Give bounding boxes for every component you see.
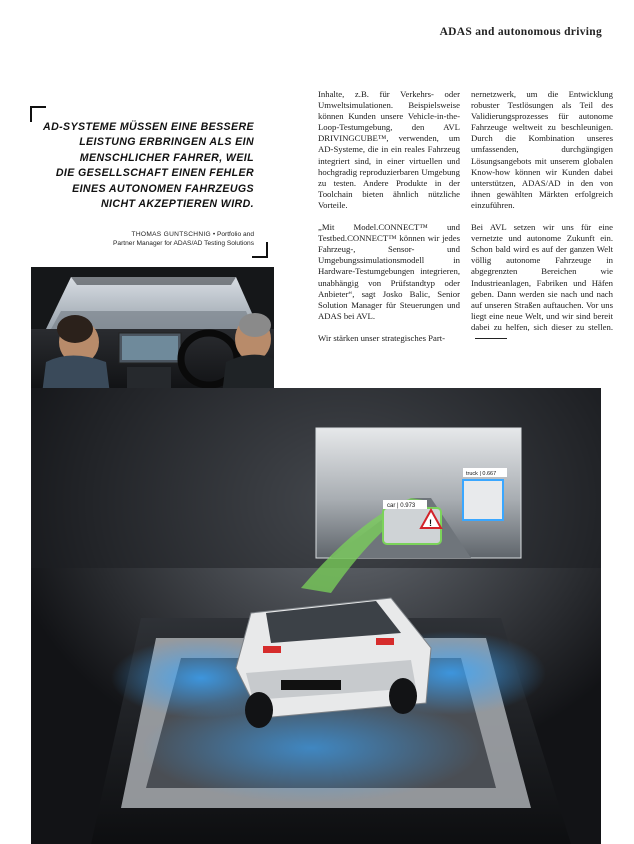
quote-line: AD-SYSTEME MÜSSEN EINE BESSERE bbox=[43, 121, 254, 133]
pull-quote-text bbox=[30, 120, 254, 212]
author-role-1: Portfolio and bbox=[216, 231, 254, 239]
paragraph: Inhalte, z.B. für Verkehrs- oder Umweltsimulationen. Beispielsweise können Kunden unsere Vehicle-in-the-Loop-Testumgebung, den AVL DRIVINGCUBE™, verwenden, um AD-Systeme, die in ein reales Fahrzeug integriert sind, in einer virtuellen und hochgradig reproduzierbaren Umgebung zu testen. Andere Produkte in der Toolchain bieten ähnlich nützliche Vorteile. bbox=[318, 89, 460, 210]
author-role-2: Partner Manager for ADAS/AD Testing Solutions bbox=[113, 240, 254, 248]
quote-line: LEISTUNG ERBRINGEN ALS EIN bbox=[79, 136, 254, 149]
section-header: ADAS and autonomous driving bbox=[439, 26, 602, 38]
quote-line: EINES AUTONOMEN FAHRZEUGS bbox=[72, 182, 254, 195]
cockpit-photo bbox=[31, 267, 274, 402]
car-detection-label: car | 0.973 bbox=[387, 503, 416, 509]
truck-detection-label: truck | 0.667 bbox=[466, 471, 497, 477]
end-of-article-mark bbox=[475, 338, 507, 339]
quote-attribution bbox=[30, 230, 254, 248]
author-name: THOMAS GUNTSCHNIG bbox=[131, 231, 211, 239]
quote-line: MENSCHLICHER FAHRER, WEIL bbox=[79, 151, 254, 164]
body-column-1 bbox=[318, 89, 460, 355]
paragraph: Wir stärken unser strategisches Part- bbox=[318, 332, 446, 343]
svg-text:!: ! bbox=[429, 518, 432, 528]
bullet-separator: • bbox=[212, 231, 216, 239]
quote-line: NICHT AKZEPTIEREN WIRD. bbox=[101, 198, 254, 211]
drivingcube-illustration-image bbox=[31, 388, 601, 844]
cockpit-photo-image bbox=[31, 267, 274, 402]
paragraph-text: Bei AVL setzen wir uns für eine vernetzte und autonome Zukunft ein. Schon bald wird es auf der ganzen Welt völlig autonome Fahrzeuge in abgegrenzten Bereichen wie Industrieanlagen, Fabriken und Häfen geben. Dann werden sie nach und nach auf unseren Straßen auftauchen. Vor uns liegt eine neue Welt, und wir sind bereit dabei zu helfen, sich dieser zu stellen. bbox=[471, 222, 613, 332]
paragraph: „Mit Model.CONNECT™ und Testbed.CONNECT™ können wir jedes Fahrzeug-, Sensor- und Umgebungssimulationsmodell in Hardware-Testumgebungen integrieren, unabhängig von Prüfstandtyp oder Anbieter“, sagt Josko Balic, Senior Solution Manager für Steuerungen und ADAS bei AVL. bbox=[318, 222, 460, 321]
paragraph: nernetzwerk, um die Entwicklung robuster Testlösungen als Teil des Validierungsprozesses für autonome Fahrzeuge weltweit zu beschleunigen. Durch die Kombination unseres umfassenden, durchgängigen Lösungsangebots mit unserem globalen Know-how können wir Kunden dabei unterstützen, ADAS/AD in den von ihnen gewählten Märkten erfolgreich einzuführen. bbox=[471, 89, 613, 210]
drivingcube-illustration bbox=[31, 388, 601, 844]
quote-line: DIE GESELLSCHAFT EINEN FEHLER bbox=[55, 167, 254, 180]
pull-quote bbox=[30, 106, 270, 248]
body-column-2 bbox=[471, 89, 613, 355]
paragraph-end bbox=[471, 222, 613, 344]
quote-close-bracket-icon bbox=[252, 242, 268, 258]
quote-open-bracket-icon bbox=[30, 106, 46, 122]
